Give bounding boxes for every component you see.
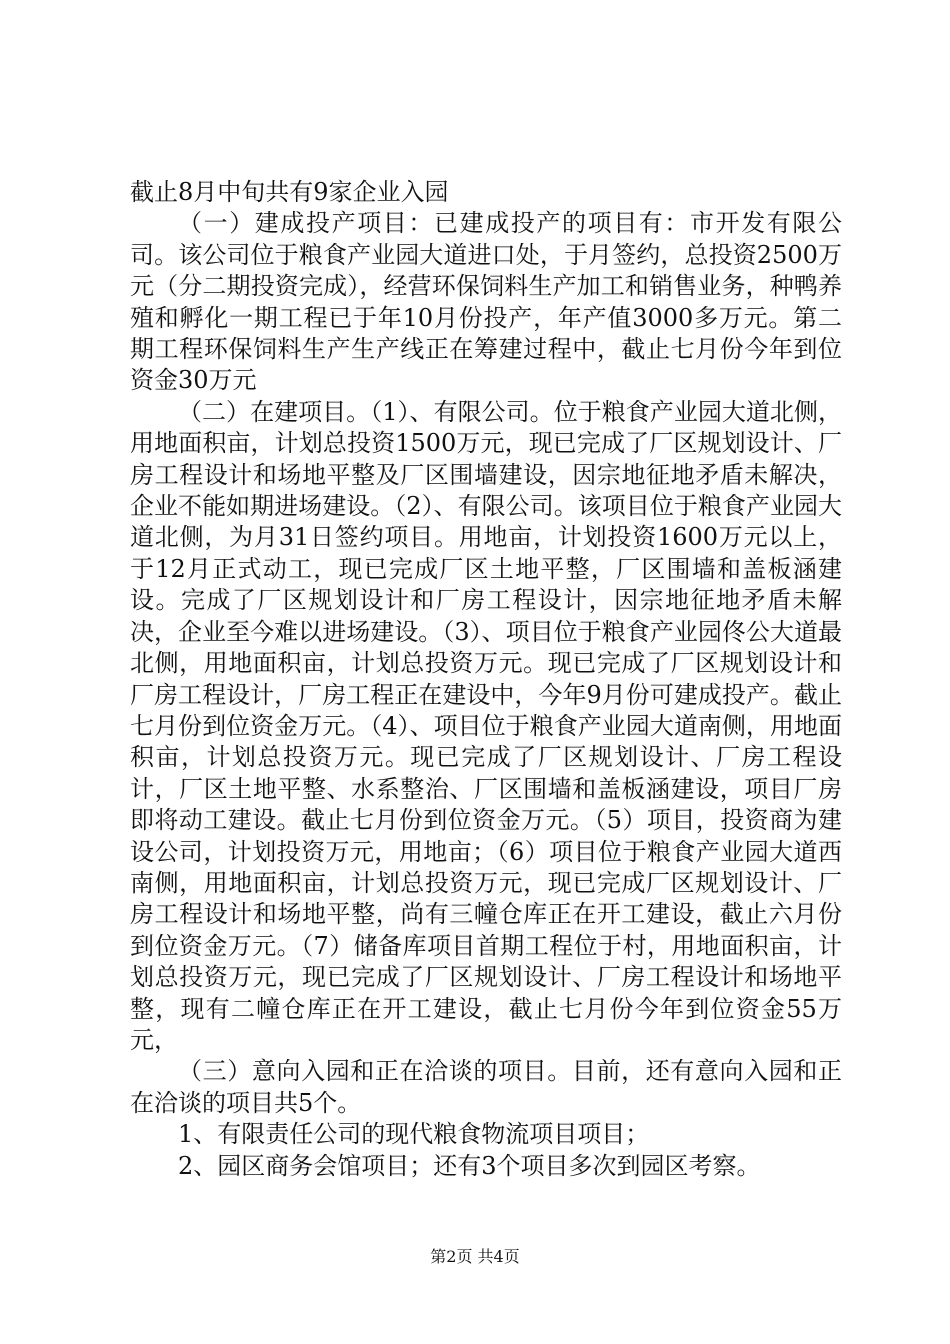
- paragraph-completed-projects: （一）建成投产项目：已建成投产的项目有：市开发有限公司。该公司位于粮食产业园大道进口处，于月签约，总投资2500万元（分二期投资完成），经营环保饲料生产加工和销售业务，种鸭养殖和孵化一期工程已于年10月份投产，年产值3000多万元。第二期工程环保饲料生产生产线正在筹建过程中，截止七月份今年到位资金30万元: [130, 209, 842, 395]
- list-item-business-hall-project: 2、园区商务会馆项目；还有3个项目多次到园区考察。: [178, 1151, 761, 1180]
- paragraph-intended-projects: （三）意向入园和正在洽谈的项目。目前，还有意向入园和正在洽谈的项目共5个。: [130, 1057, 842, 1117]
- document-body: [130, 177, 842, 1182]
- list-item-logistics-project: 1、有限责任公司的现代粮食物流项目项目；: [178, 1120, 650, 1149]
- page-footer: 第2页 共4页: [430, 1247, 520, 1266]
- paragraph-intro: 截止8月中旬共有9家企业入园: [130, 178, 449, 206]
- paragraph-projects-under-construction: （二）在建项目。（1）、有限公司。位于粮食产业园大道北侧，用地面积亩，计划总投资1500万元，现已完成了厂区规划设计、厂房工程设计和场地平整及厂区围墙建设，因宗地征地矛盾未解决，企业不能如期进场建设。（2）、有限公司。该项目位于粮食产业园大道北侧，为月31日签约项目。用地亩，计划投资1600万元以上，于12月正式动工，现已完成厂区土地平整，厂区围墙和盖板涵建设。完成了厂区规划设计和厂房工程设计，因宗地征地矛盾未解决，企业至今难以进场建设。（3）、项目位于粮食产业园佟公大道最北侧，用地面积亩，计划总投资万元。现已完成了厂区规划设计和厂房工程设计，厂房工程正在建设中，今年9月份可建成投产。截止七月份到位资金万元。（4）、项目位于粮食产业园大道南侧，用地面积亩，计划总投资万元。现已完成了厂区规划设计、厂房工程设计，厂区土地平整、水系整治、厂区围墙和盖板涵建设，项目厂房即将动工建设。截止七月份到位资金万元。（5）项目，投资商为建设公司，计划投资万元，用地亩；（6）项目位于粮食产业园大道西南侧，用地面积亩，计划总投资万元，现已完成厂区规划设计、厂房工程设计和场地平整，尚有三幢仓库正在开工建设，截止六月份到位资金万元。（7）储备库项目首期工程位于村，用地面积亩，计划总投资万元，现已完成了厂区规划设计、厂房工程设计和场地平整，现有二幢仓库正在开工建设，截止七月份今年到位资金55万元，: [130, 397, 842, 1054]
